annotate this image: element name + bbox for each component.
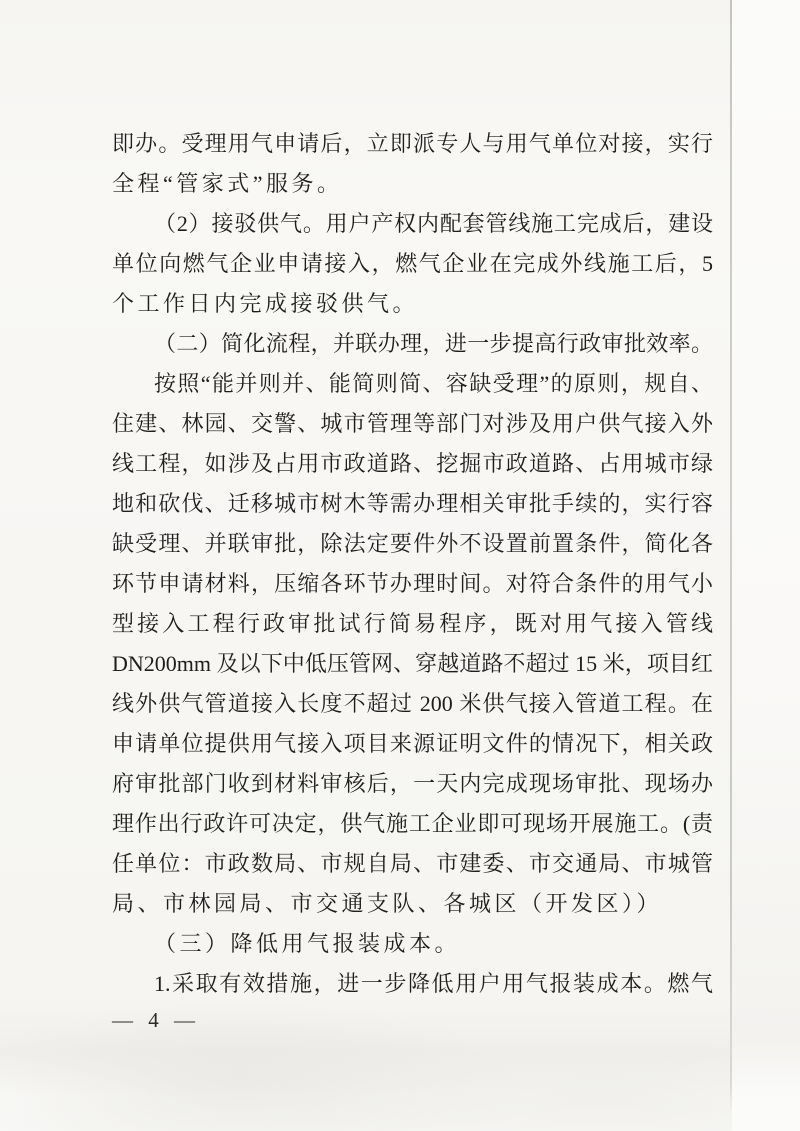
text-line: 申请单位提供用气接入项目来源证明文件的情况下，相关政 — [112, 731, 713, 756]
text-line: 环节申请材料，压缩各环节办理时间。对符合条件的用气小 — [112, 571, 713, 596]
text-line: 任单位：市政数局、市规自局、市建委、市交通局、市城管 — [112, 851, 713, 876]
text-line: 局、市林园局、市交通支队、各城区（开发区）） — [112, 891, 663, 916]
text-line: （三）降低用气报装成本。 — [154, 931, 461, 956]
text-line: （二）简化流程，并联办理，进一步提高行政审批效率。 — [154, 331, 713, 356]
text-line: 个工作日内完成接驳供气。 — [112, 291, 419, 316]
text-line: 1.采取有效措施，进一步降低用户用气报装成本。燃气 — [154, 971, 713, 996]
text-line: 按照“能并则并、能简则简、容缺受理”的原则，规自、 — [154, 371, 713, 396]
text-line: 型接入工程行政审批试行简易程序，既对用气接入管线 — [112, 611, 713, 636]
text-line: 理作出行政许可决定，供气施工企业即可现场开展施工。(责 — [112, 811, 714, 836]
text-line: 单位向燃气企业申请接入，燃气企业在完成外线施工后，5 — [112, 251, 713, 276]
text-line: 线工程，如涉及占用市政道路、挖掘市政道路、占用城市绿 — [112, 451, 713, 476]
text-line: （2）接驳供气。用户产权内配套管线施工完成后，建设 — [154, 211, 713, 236]
text-line: 府审批部门收到材料审核后，一天内完成现场审批、现场办 — [112, 771, 713, 796]
text-line: 住建、林园、交警、城市管理等部门对涉及用户供气接入外 — [112, 411, 713, 436]
document-body — [112, 124, 713, 1004]
page-number: — 4 — — [112, 1008, 200, 1032]
text-line: 线外供气管道接入长度不超过 200 米供气接入管道工程。在 — [112, 691, 713, 716]
text-line: DN200mm 及以下中低压管网、穿越道路不超过 15 米，项目红 — [112, 651, 713, 676]
scanner-background-strip — [732, 0, 800, 1131]
text-line: 缺受理、并联审批，除法定要件外不设置前置条件，简化各 — [112, 531, 713, 556]
text-line: 全程“管家式”服务。 — [112, 171, 343, 196]
scan-edge-line — [730, 0, 732, 1113]
text-line: 地和砍伐、迁移城市树木等需办理相关审批手续的，实行容 — [112, 491, 713, 516]
text-line: 即办。受理用气申请后，立即派专人与用气单位对接，实行 — [112, 131, 713, 156]
